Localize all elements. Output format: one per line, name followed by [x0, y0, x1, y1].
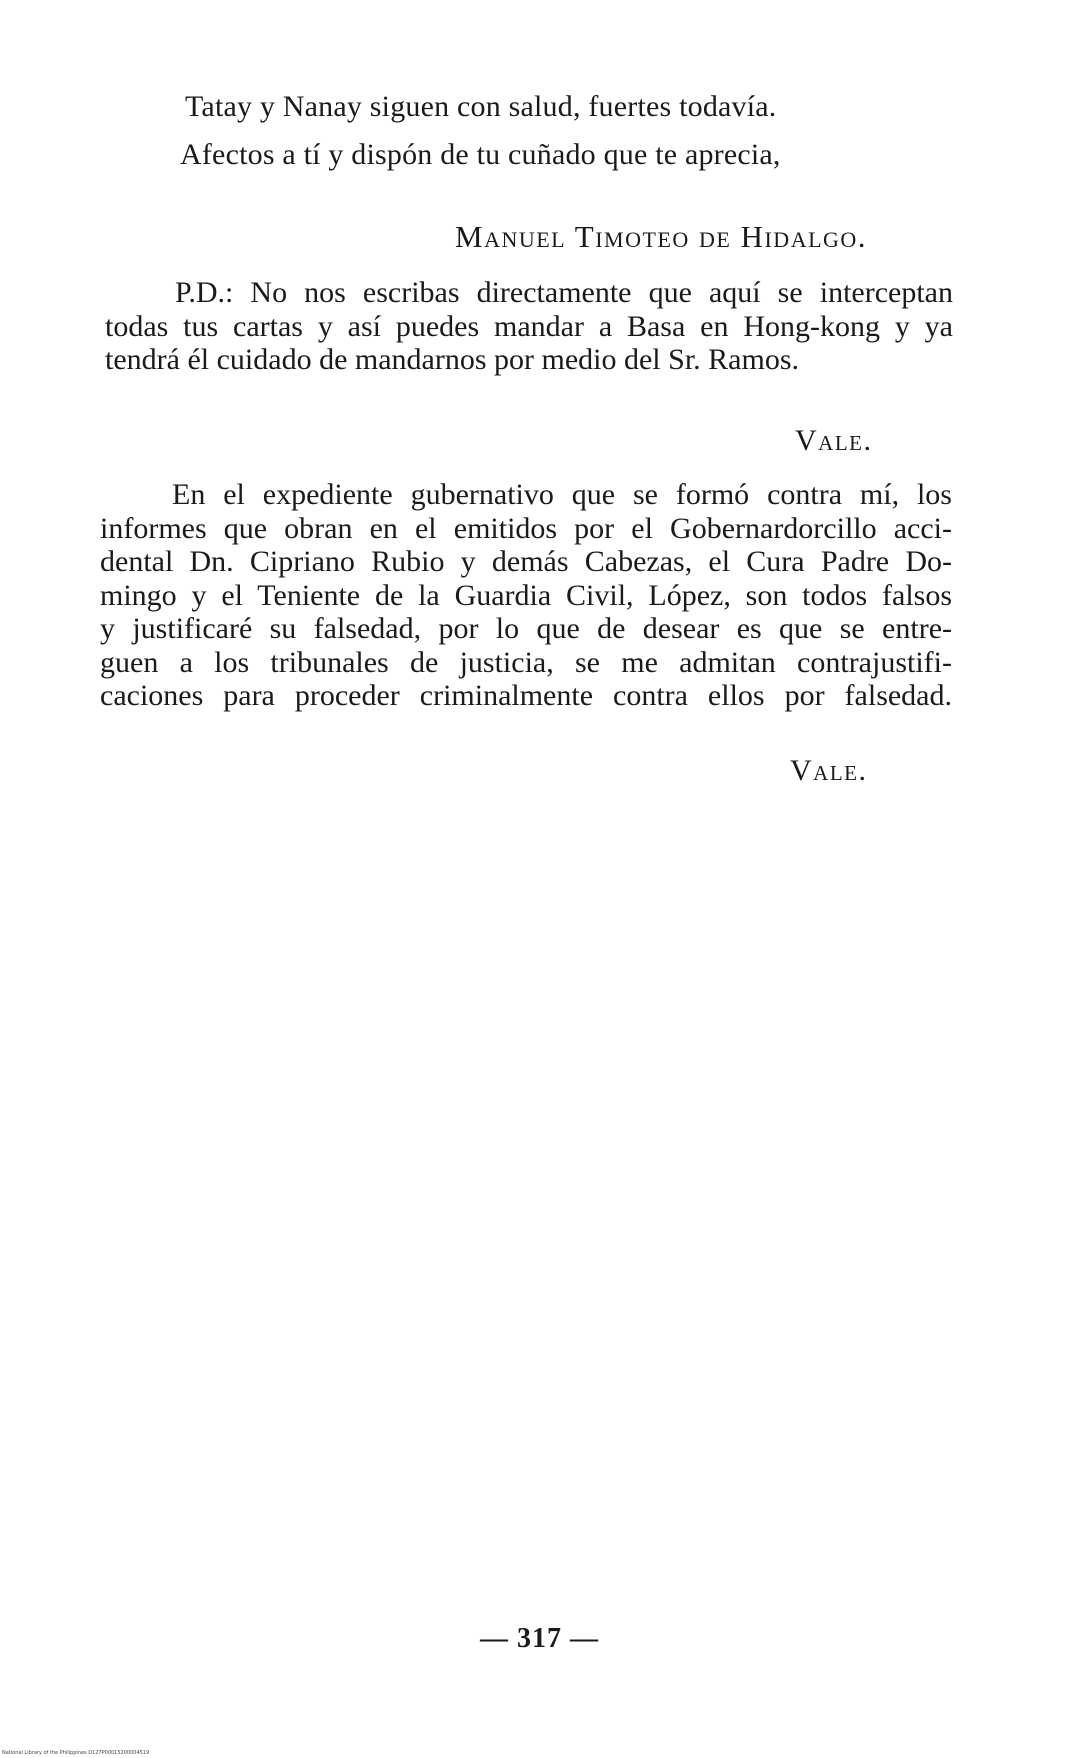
letter-line-1: Tatay y Nanay siguen con salud, fuertes todavía. — [185, 90, 777, 123]
statement-line-5: y justificaré su falsedad, por lo que de desear es que se entre- — [100, 612, 952, 645]
letter-signature: Manuel Timoteo de Hidalgo. — [455, 219, 868, 254]
letter-line-2: Afectos a tí y dispón de tu cuñado que te aprecia, — [180, 138, 781, 171]
page-number: — 317 — — [480, 1623, 599, 1654]
statement-closing: Vale. — [790, 754, 868, 787]
postscript-paragraph — [105, 276, 953, 377]
statement-line-2: informes que obran en el emitidos por el Gobernardorcillo acci- — [100, 511, 952, 545]
statement-line-3: dental Dn. Cipriano Rubio y demás Cabezas, el Cura Padre Do- — [100, 545, 952, 578]
statement-line-7: caciones para proceder criminalmente contra ellos por falsedad. — [100, 679, 952, 712]
postscript-closing: Vale. — [795, 424, 873, 457]
postscript-line-3: tendrá él cuidado de mandarnos por medio del Sr. Ramos. — [105, 343, 799, 376]
postscript-line-1: P.D.: No nos escribas directamente que aquí se interceptan — [175, 276, 953, 309]
statement-line-1: En el expediente gubernativo que se formó contra mí, los — [172, 478, 952, 511]
statement-line-4: mingo y el Teniente de la Guardia Civil, López, son todos falsos — [100, 578, 952, 612]
statement-line-6: guen a los tribunales de justicia, se me admitan contrajustifi- — [100, 645, 952, 679]
footer-note: National Library of the Philippines D127P00015200004519 — [2, 1750, 150, 1756]
postscript-line-2: todas tus cartas y así puedes mandar a Basa en Hong-kong y ya — [105, 309, 953, 343]
statement-paragraph — [100, 478, 952, 713]
